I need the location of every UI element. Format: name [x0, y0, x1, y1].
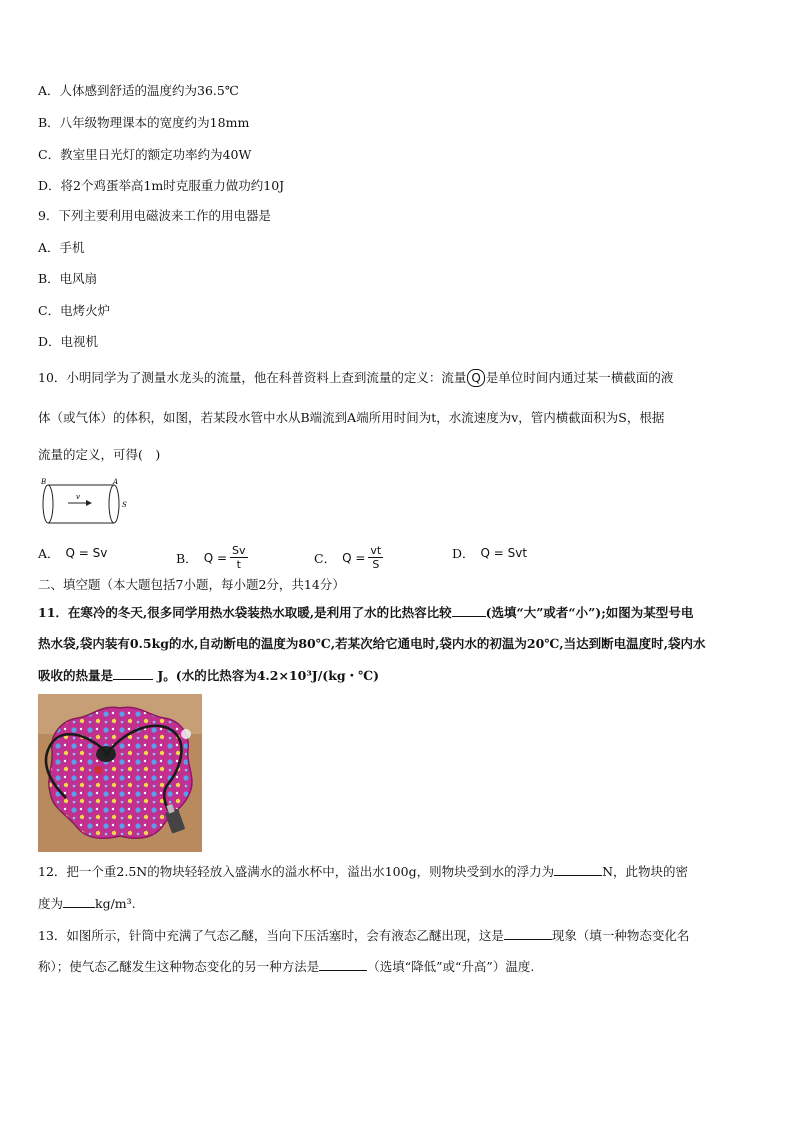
pipe-label-v: v: [76, 493, 80, 501]
q10-option-a: [38, 544, 107, 562]
q11-blank-1[interactable]: [452, 604, 486, 617]
bag-indicator: [94, 766, 102, 774]
q13-blank-2[interactable]: [319, 958, 367, 971]
q9-stem: 9．下列主要利用电磁波来工作的用电器是: [38, 208, 271, 223]
q8-option-b: B．八年级物理课本的宽度约为18mm: [38, 115, 250, 130]
q12-line2: [38, 895, 136, 912]
q10-q-symbol: Q: [467, 369, 484, 387]
q13-line2: [38, 958, 534, 975]
q13-line2-pre: 称）；使气态乙醚发生这种物态变化的另一种方法是: [38, 959, 320, 974]
pipe-end-a: [109, 485, 119, 523]
q13-line2-post: （选填“降低”或“升高”）温度.: [367, 959, 535, 974]
q10-option-c: [314, 544, 383, 571]
q10-option-b: [176, 544, 248, 571]
q13-line1-pre: 13．如图所示，针筒中充满了气态乙醚，当向下压活塞时，会有液态乙醚出现，这是: [38, 928, 504, 943]
pipe-label-b: B: [41, 478, 47, 486]
q10-option-b-denominator: t: [236, 558, 241, 571]
q10-option-b-lhs: Q =: [203, 550, 228, 565]
pipe-end-b: [43, 485, 53, 523]
pipe-label-a: A: [113, 478, 119, 486]
pipe-figure: [36, 476, 136, 532]
q10-option-c-expr: [342, 544, 383, 571]
q10-option-c-numerator: vt: [370, 544, 382, 557]
q10-option-b-label: B．: [176, 550, 198, 566]
q11-line2: 热水袋,袋内装有0.5kg的水,自动断电的温度为80℃,若某次给它通电时,袋内水的初温为20℃,当达到断电温度时,袋内水: [38, 636, 706, 651]
q9-option-c: C．电烤火炉: [38, 303, 111, 318]
q12-blank-2[interactable]: [63, 895, 95, 908]
q11-blank-2[interactable]: [113, 667, 153, 680]
q11-line1-pre: 11．在寒冷的冬天,很多同学用热水袋装热水取暖,是利用了水的比热容比较: [38, 605, 452, 620]
q12-blank-1[interactable]: [554, 863, 602, 876]
q8-option-d: D．将2个鸡蛋举高1m时克服重力做功约10J: [38, 178, 285, 193]
q13-line1: [38, 927, 689, 944]
q8-option-a: A．人体感到舒适的温度约为36.5℃: [38, 83, 239, 98]
q10-option-a-expr: Q = Sv: [65, 546, 108, 560]
q13-line1-post: 现象（填一种物态变化名: [551, 928, 690, 943]
q9-option-a: A．手机: [38, 240, 85, 255]
q10-option-b-expr: [204, 544, 248, 571]
q10-option-d-label: D．: [452, 546, 475, 561]
q10-option-b-numerator: Sv: [232, 544, 246, 557]
flow-arrow-head: [86, 500, 92, 506]
q12-line1: [38, 863, 688, 880]
section-heading: 二、填空题（本大题包括7小题，每小题2分，共14分）: [38, 577, 345, 592]
q10-option-c-lhs: Q =: [342, 550, 366, 565]
q10-option-c-label: C．: [314, 550, 337, 566]
q10-line1: [38, 369, 673, 387]
pipe-label-s: S: [122, 501, 127, 509]
hot-water-bag-photo: [38, 694, 202, 852]
q10-option-c-denominator: S: [372, 558, 380, 571]
q10-option-a-label: A．: [38, 546, 60, 561]
q10-option-d: [452, 544, 527, 562]
q8-option-c: C．教室里日光灯的额定功率约为40W: [38, 147, 252, 162]
q10-line3: 流量的定义，可得( ): [38, 447, 161, 462]
q11-line3-post: J。(水的比热容为4.2×10³J/(kg・℃): [157, 668, 379, 683]
q9-option-d: D．电视机: [38, 334, 99, 349]
q12-line2-pre: 度为: [38, 896, 64, 911]
q12-line1-pre: 12．把一个重2.5N的物块轻轻放入盛满水的溢水杯中，溢出水100g，则物块受到水的浮力为: [38, 864, 555, 879]
q10-option-d-expr: Q = Svt: [480, 546, 528, 560]
q11-line1-post: (选填“大”或者“小”);如图为某型号电: [485, 605, 694, 620]
q12-line1-post: N，此物块的密: [602, 864, 689, 879]
q11-line1: [38, 604, 693, 621]
q10-line1-post: 是单位时间内通过某一横截面的液: [485, 370, 674, 385]
q10-option-b-fraction: [230, 544, 248, 571]
q9-option-b: B．电风扇: [38, 271, 98, 286]
q10-option-c-fraction: [368, 544, 383, 571]
q10-line1-pre: 10．小明同学为了测量水龙头的流量，他在科普资料上查到流量的定义：流量: [38, 370, 467, 385]
q10-options: [38, 544, 758, 574]
q11-line3-pre: 吸收的热量是: [38, 668, 114, 683]
bag-label-white: [181, 729, 191, 739]
q13-blank-1[interactable]: [504, 927, 552, 940]
q10-line2: 体（或气体）的体积，如图，若某段水管中水从B端流到A端所用时间为t，水流速度为v，管内横截面积为S，根据: [38, 410, 665, 425]
q12-line2-post: kg/m³.: [95, 896, 136, 911]
q11-line3: [38, 667, 379, 684]
